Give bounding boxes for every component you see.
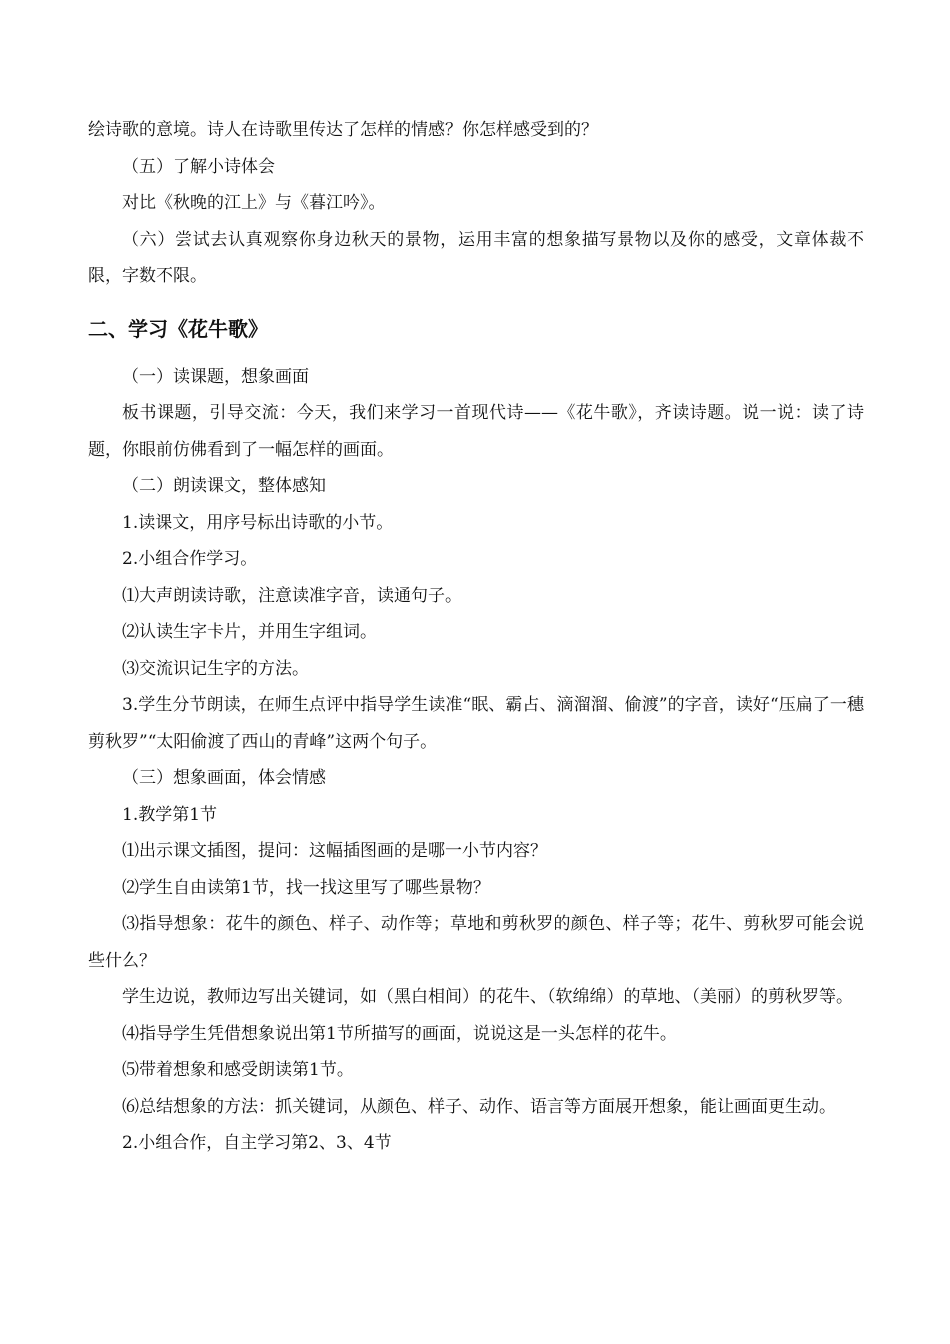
subsection-heading-1: （一）读课题，想象画面 [122,366,309,387]
list-item: ⑶指导想象：花牛的颜色、样子、动作等；草地和剪秋罗的颜色、样子等；花牛、剪秋罗可能会说些什么？ [88,914,864,971]
list-item: 2.小组合作，自主学习第2、3、4节 [122,1133,392,1153]
paragraph-intro: 板书课题，引导交流：今天，我们来学习一首现代诗——《花牛歌》，齐读诗题。说一说：读了诗题，你眼前仿佛看到了一幅怎样的画面。 [88,403,864,460]
list-item: 1.读课文，用序号标出诗歌的小节。 [122,512,394,533]
subsection-heading-5: （五）了解小诗体会 [122,156,275,177]
list-item: ⑴大声朗读诗歌，注意读准字音，读通句子。 [122,585,462,606]
subsection-heading-3: （三）想象画面，体会情感 [122,768,326,788]
list-item: ⑵认读生字卡片，并用生字组词。 [122,622,377,642]
section-heading: 二、学习《花牛歌》 [88,316,268,341]
document-page [88,112,864,1162]
list-item: 1.教学第1节 [122,804,218,825]
paragraph-compare-poems: 对比《秋晚的江上》与《暮江吟》。 [122,193,386,213]
list-item: ⑸带着想象和感受朗读第1节。 [122,1060,354,1080]
list-item: ⑷指导学生凭借想象说出第1节所描写的画面，说说这是一头怎样的花牛。 [122,1023,677,1044]
list-item: 3.学生分节朗读，在师生点评中指导学生读准“眠、霸占、滴溜溜、偷渡”的字音，读好“压扁了一穗剪秋罗”“太阳偷渡了西山的青峰”这两个句子。 [88,695,864,752]
subsection-heading-6: （六）尝试去认真观察你身边秋天的景物，运用丰富的想象描写景物以及你的感受，文章体裁不限，字数不限。 [88,229,864,286]
list-item: ⑴出示课文插图，提问：这幅插图画的是哪一小节内容？ [122,841,547,861]
subsection-heading-2: （二）朗读课文，整体感知 [122,476,326,496]
list-item: ⑶交流识记生字的方法。 [122,658,309,679]
paragraph-continuation: 绘诗歌的意境。诗人在诗歌里传达了怎样的情感？你怎样感受到的？ [88,120,598,140]
list-item: ⑹总结想象的方法：抓关键词，从颜色、样子、动作、语言等方面展开想象，能让画面更生动。 [122,1096,836,1117]
paragraph-keywords: 学生边说，教师边写出关键词，如（黑白相间）的花牛、（软绵绵）的草地、（美丽）的剪秋罗等。 [122,987,853,1007]
list-item: 2.小组合作学习。 [122,549,258,569]
list-item: ⑵学生自由读第1节，找一找这里写了哪些景物？ [122,877,490,898]
